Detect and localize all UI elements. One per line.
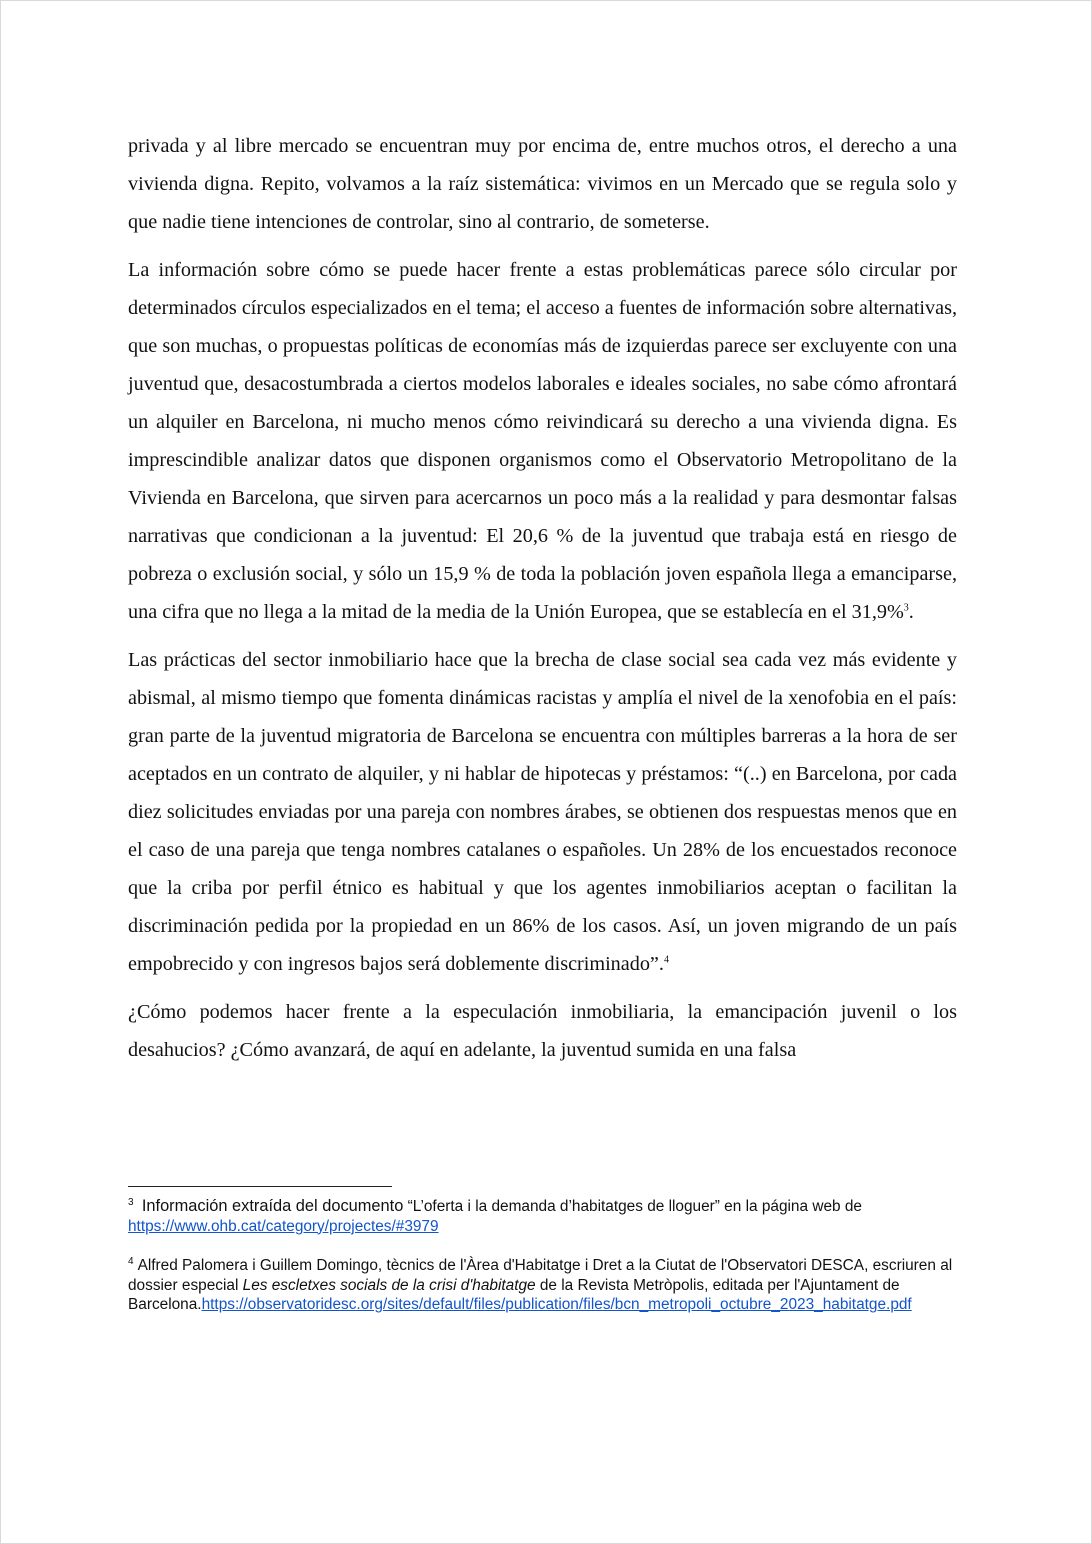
footnote-4-title: Les escletxes socials de la crisi d'habitatge — [242, 1276, 536, 1294]
footnote-4-text-after: de la Revista Metròpolis, editada per l'Ajuntament de Barcelona. — [128, 1276, 900, 1313]
footnote-4 — [128, 1256, 960, 1315]
paragraph-2 — [128, 251, 957, 631]
footnote-separator — [128, 1186, 392, 1187]
footnote-ref-3[interactable]: 3 — [903, 602, 909, 614]
footnote-3-text: “L’oferta i la demanda d’habitatges de lloguer” en la página web de — [403, 1198, 862, 1215]
paragraph-1-text: privada y al libre mercado se encuentran muy por encima de, entre muchos otros, el derecho a una vivienda digna. Repito, volvamos a la raíz sistemática: vivimos en un Mercado que se regula solo y que nadie tiene intenciones de controlar, sino al contrario, de someterse. — [128, 135, 957, 233]
footnotes — [128, 1197, 960, 1335]
paragraph-3-text: Las prácticas del sector inmobiliario hace que la brecha de clase social sea cada vez más evidente y abismal, al mismo tiempo que fomenta dinámicas racistas y amplía el nivel de la xenofobia en el país: gran parte de la juventud migratoria de Barcelona se encuentra con múltiples barreras a la hora de ser aceptados en un contrato de alquiler, y ni hablar de hipotecas y préstamos: “(..) en Barcelona, por cada diez solicitudes enviadas por una pareja con nombres árabes, se obtienen dos respuestas menos que en el caso de una pareja que tenga nombres catalanes o españoles. Un 28% de los encuestados reconoce que la criba por perfil étnico es habitual y que los agentes inmobiliarios aceptan o facilitan la discriminación pedida por la propiedad en un 86% de los casos. Así, un joven migrando de un país empobrecido y con ingresos bajos será doblemente discriminado”. — [128, 649, 957, 975]
footnote-4-number: 4 — [128, 1255, 134, 1267]
footnote-4-text-before: Alfred Palomera i Guillem Domingo, tècnics de l'Àrea d'Habitatge i Dret a la Ciutat de l'Observatori DESCA, escriuren al dossier especial — [128, 1257, 953, 1294]
footnote-ref-4[interactable]: 4 — [663, 954, 669, 966]
body-text — [128, 127, 957, 1079]
paragraph-3 — [128, 641, 957, 983]
footnote-3 — [128, 1197, 960, 1236]
paragraph-2-end: . — [908, 601, 914, 623]
paragraph-4-text: ¿Cómo podemos hacer frente a la especulación inmobiliaria, la emancipación juvenil o los desahucios? ¿Cómo avanzará, de aquí en adelante, la juventud sumida en una falsa — [128, 1001, 957, 1061]
footnote-3-link[interactable]: https://www.ohb.cat/category/projectes/#3979 — [128, 1217, 439, 1235]
footnote-4-link[interactable]: https://observatoridesc.org/sites/default/files/publication/files/bcn_metropoli_octubre_2023_habitatge.pdf — [201, 1296, 912, 1313]
paragraph-2-text: La información sobre cómo se puede hacer frente a estas problemáticas parece sólo circular por determinados círculos especializados en el tema; el acceso a fuentes de información sobre alternativas, que son muchas, o propuestas políticas de economías más de izquierdas parece ser excluyente con una juventud que, desacostumbrada a ciertos modelos laborales e ideales sociales, no sabe cómo afrontará un alquiler en Barcelona, ni mucho menos cómo reivindicará su derecho a una vivienda digna. Es imprescindible analizar datos que disponen organismos como el Observatorio Metropolitano de la Vivienda en Barcelona, que sirven para acercarnos un poco más a la realidad y para desmontar falsas narrativas que condicionan a la juventud: El 20,6 % de la juventud que trabaja está en riesgo de pobreza o exclusión social, y sólo un 15,9 % de toda la población joven española llega a emanciparse, una cifra que no llega a la mitad de la media de la Unión Europea, que se establecía en el 31,9% — [128, 259, 957, 623]
paragraph-4 — [128, 993, 957, 1069]
footnote-3-lead: Información extraída del documento — [141, 1197, 404, 1215]
footnote-3-number: 3 — [128, 1196, 134, 1208]
paragraph-1 — [128, 127, 957, 241]
